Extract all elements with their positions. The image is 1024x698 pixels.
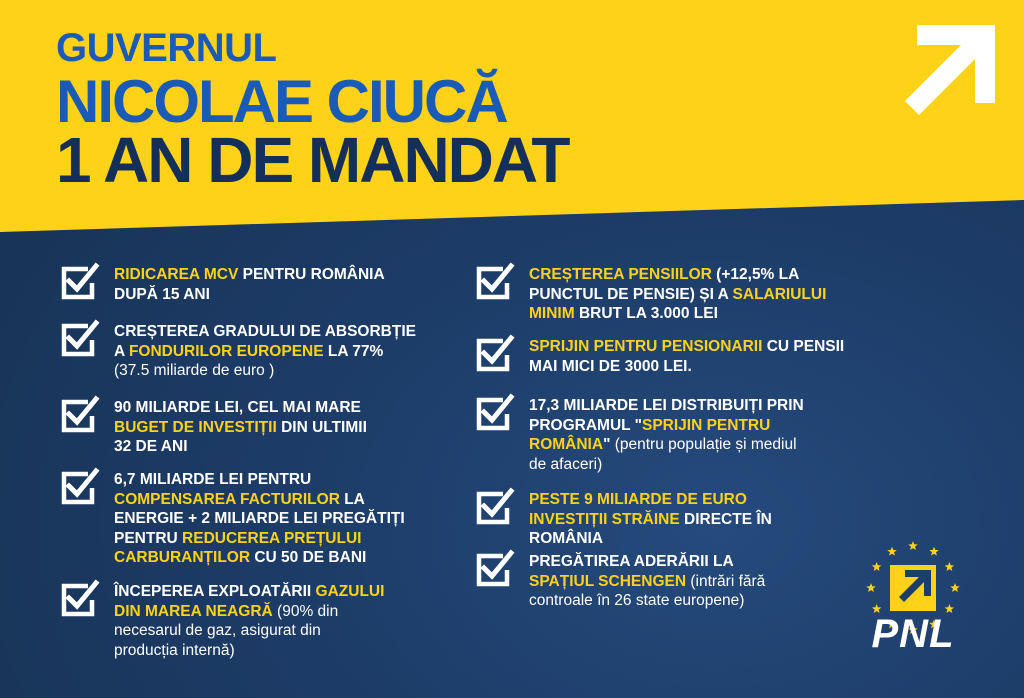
checkbox-checked-icon [58, 578, 100, 620]
star-icon [887, 547, 897, 556]
checklist-item [58, 265, 438, 304]
checkbox-checked-icon [473, 333, 515, 375]
body-text: 6,7 MILIARDE LEI PENTRU [114, 471, 312, 488]
highlight-text: MINIM [529, 305, 575, 322]
highlight-text: SPRIJIN PENTRU [641, 416, 771, 434]
body-text: (90% din [272, 602, 339, 620]
highlight-text: BUGET DE INVESTIȚII [114, 418, 277, 436]
checklist-item-text [114, 398, 367, 457]
checkbox-checked-icon [58, 318, 100, 360]
body-text: BRUT LA 3.000 LEI [574, 305, 718, 322]
body-text: ÎNCEPEREA EXPLOATĂRII [114, 583, 316, 600]
highlight-text: FONDURILOR EUROPENE [128, 342, 324, 360]
highlight-text: REDUCEREA PREȚULUI [182, 529, 362, 547]
body-text: PUNCTUL DE PENSIE) ȘI A [529, 285, 733, 303]
body-text: LA 77% [323, 342, 384, 360]
body-text: DUPĂ 15 ANI [114, 285, 210, 303]
arrow-up-right-icon [905, 25, 995, 115]
checklist-item-text [529, 396, 804, 474]
body-text: PROGRAMUL " [529, 416, 642, 434]
body-text: MAI MICI DE 3000 LEI. [529, 357, 692, 375]
checklist-item [58, 582, 438, 660]
checkbox-checked-icon [473, 548, 515, 590]
body-text: PENTRU [114, 529, 183, 547]
checklist-item-text [114, 470, 405, 568]
checkbox-checked-icon [58, 466, 100, 508]
checklist-item-text [114, 322, 416, 381]
checkbox-checked-icon [473, 392, 515, 434]
highlight-text: CARBURANȚILOR [114, 549, 251, 566]
star-icon [908, 541, 918, 550]
body-text: 17,3 MILIARDE LEI DISTRIBUIȚI PRIN [529, 397, 804, 414]
star-icon [872, 562, 882, 571]
highlight-text: PESTE 9 MILIARDE DE EURO [529, 491, 747, 508]
body-text: PENTRU ROMÂNIA [238, 266, 385, 283]
checklist-item-text [529, 552, 765, 611]
title-line-1: GUVERNUL [56, 26, 277, 70]
star-icon [950, 583, 960, 592]
checkbox-checked-icon [58, 394, 100, 436]
star-icon [929, 547, 939, 556]
body-text: DIN ULTIMII [276, 418, 367, 436]
checklist-item [58, 398, 438, 457]
checkbox-checked-icon [473, 486, 515, 528]
body-text: A [114, 342, 129, 360]
title-line-3: 1 AN DE MANDAT [56, 124, 569, 196]
pnl-logo-text: PNL [871, 612, 955, 656]
highlight-text: COMPENSAREA FACTURILOR [114, 490, 340, 508]
body-text: controale în 26 state europene) [529, 592, 745, 609]
body-text: LA [339, 490, 365, 508]
body-text: DIRECTE ÎN [679, 510, 772, 528]
body-text: (+12,5% LA [711, 266, 800, 283]
body-text: ROMÂNIA [529, 530, 604, 547]
checklist-item-text [529, 490, 772, 549]
checkbox-checked-icon [58, 261, 100, 303]
highlight-text: GAZULUI [315, 583, 385, 600]
body-text: 32 DE ANI [114, 438, 188, 455]
body-text: CREȘTEREA GRADULUI DE ABSORBȚIE [114, 323, 416, 340]
highlight-text: SPAȚIUL SCHENGEN [529, 572, 687, 590]
checklist-item [473, 265, 873, 324]
body-text: (37.5 miliarde de euro ) [114, 362, 275, 379]
highlight-text: SALARIULUI [732, 285, 827, 303]
body-text: " [603, 436, 611, 453]
body-text: producția internă) [114, 641, 235, 659]
body-text: (intrări fără [686, 572, 766, 590]
checklist-item [473, 490, 873, 549]
highlight-text: SPRIJIN PENTRU PENSIONARII [529, 338, 763, 355]
body-text: PREGĂTIREA ADERĂRII LA [529, 553, 734, 570]
highlight-text: CREȘTEREA PENSIILOR [529, 266, 712, 283]
checklist-item-text [114, 265, 385, 304]
title-line-2: NICOLAE CIUCĂ [56, 68, 507, 135]
body-text: de afaceri) [529, 455, 603, 473]
body-text: CU PENSII [762, 338, 845, 355]
star-icon [945, 562, 955, 571]
checklist-item [58, 322, 438, 381]
body-text: (pentru populație și mediul [610, 436, 797, 453]
highlight-text: DIN MAREA NEAGRĂ [114, 602, 273, 620]
checklist-item-text [114, 582, 384, 660]
highlight-text: INVESTIȚII STRĂINE [529, 510, 680, 528]
body-text: necesarul de gaz, asigurat din [114, 622, 321, 639]
star-icon [866, 583, 876, 592]
checklist-item [473, 396, 873, 474]
highlight-text: ROMÂNIA [529, 436, 604, 453]
checklist-item [58, 470, 438, 568]
body-text: CU 50 DE BANI [250, 549, 367, 566]
checklist-item-text [529, 337, 844, 376]
body-text: 90 MILIARDE LEI, CEL MAI MARE [114, 399, 361, 416]
checkbox-checked-icon [473, 261, 515, 303]
checklist-item-text [529, 265, 826, 324]
body-text: ENERGIE + 2 MILIARDE LEI PREGĂTIȚI [114, 510, 405, 527]
highlight-text: RIDICAREA MCV [114, 266, 239, 283]
checklist-item [473, 337, 873, 376]
checklist-item [473, 552, 873, 611]
